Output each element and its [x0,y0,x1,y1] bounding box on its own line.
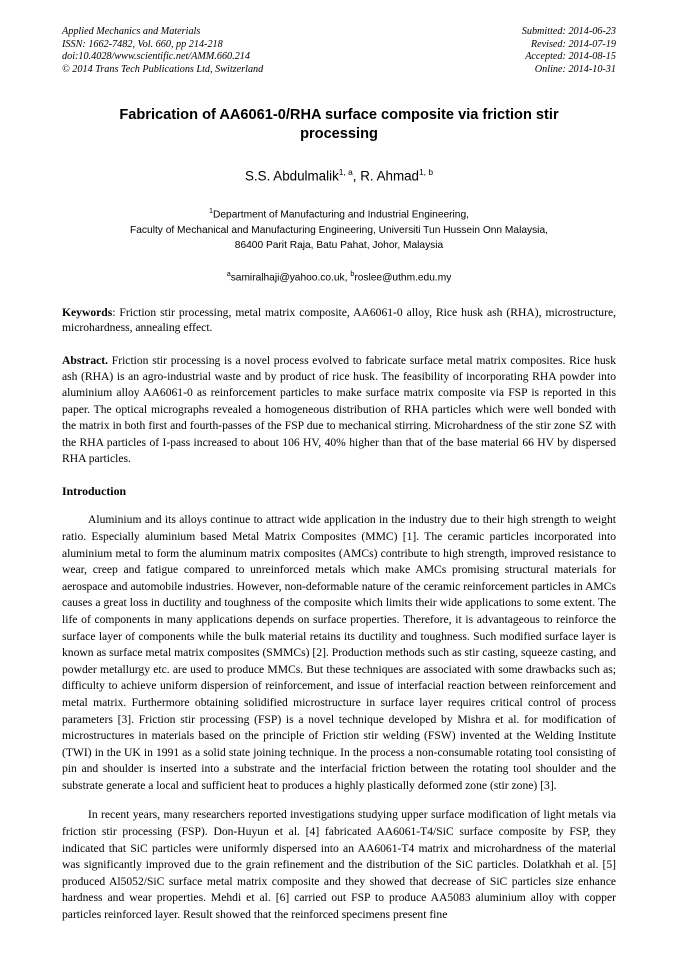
submission-dates [522,26,616,76]
journal-doi: doi:10.4028/www.scientific.net/AMM.660.214 [62,51,250,63]
affiliation-faculty: Faculty of Mechanical and Manufacturing Engineering, Universiti Tun Hussein Onn Malaysia, [130,224,548,236]
intro-paragraph-1: Aluminium and its alloys continue to attract wide application in the industry due to their high strength to weight ratio. Especially aluminium based Metal Matrix Composites (MMC) [1]. The ceramic particles incorporated into aluminium metal to form the aluminum matrix composites (AMCs) contribute to high strength, improved resistance to wear, creep and fatigue compared to unreinforced metals which make AMCs promising structural materials for aerospace and automobile industries. However, non-deformable nature of the ceramic reinforcement particles in AMCs causes a great loss in ductility and toughness of the composite which limits their wide applications to some extent. The life of components in many applications depends on surface properties. Therefore, it is advantageous to reinforce the surface layer of components while the bulk material retains its ductility and toughness. Such modified surface layer is known as surface metal matrix composites (SMMCs) [2]. Production methods such as stir casting, squeeze casting, and powder metallurgy etc. are used to produce MMCs. But these techniques are associated with some drawbacks such as; difficulty to achieve uniform dispersion of reinforcement, and issue of interfacial reaction between reinforcement and metal matrix. Furthermore obtaining solidified microstructure in surface layer requires critical control of process parameters [3]. Friction stir processing (FSP) is a novel technique developed by Mishra et al. for modification of microstructures in materials based on the principle of Friction stir welding (FSW) invented at the Welding Institute (TWI) in the UK in 1991 as a solid state joining technique. In the process a non-consumable rotating tool consisting of pin and shoulder is inserted into a substrate and the interfacial friction between the rotating tool shoulder and the substrate generate a local and sufficient heat to produces a highly plastically deformed zone (stir zone) [3]. [62,513,616,792]
abstract-block [62,353,616,468]
email-address-a[interactable]: samiralhaji@yahoo.co.uk, [230,272,351,284]
author-name-1: S.S. Abdulmalik [244,168,339,184]
affiliation-marker: 1 [209,205,213,215]
affiliation-department: Department of Manufacturing and Industrial Engineering, [213,209,469,221]
affiliation-address: 86400 Parit Raja, Batu Pahat, Johor, Malaysia [234,240,444,252]
journal-info [62,26,263,76]
affiliation-line-1 [62,203,616,223]
author-separator: , [352,168,361,184]
paper-title: Fabrication of AA6061-0/RHA surface composite via friction stir processing [119,107,559,143]
author-2-affiliation-marker: 1, b [419,167,433,178]
page-header [62,26,616,76]
abstract-label: Abstract. [62,353,109,367]
keywords-label: Keywords [62,306,113,320]
affiliation-block [62,203,616,254]
author-emails [62,269,616,283]
keywords-text: : Friction stir processing, metal matrix composite, AA6061-0 alloy, Rice husk ash (RHA), microstructure, microhardness, annealing effect. [62,306,616,335]
date-revised: Revised: 2014-07-19 [530,38,616,50]
intro-paragraph-2: In recent years, many researchers reported investigations studying upper surface modification of light metals via friction stir processing (FSP). Don-Huyun et al. [4] fabricated AA6061-T4/SiC surface composite by FSP, they indicated that SiC particles were uniformly dispersed into an AA6061-T4 matrix and microhardness of the material was significantly improved due to the grain refinement and the distribution of the SiC particles. Dolatkhah et al. [5] produced Al5052/SiC surface metal matrix composite and they showed that decrease of SiC particles size enhance hardness and wear properties. Mehdi et al. [6] carried out FSP to produce AA5083 aluminium alloy with copper particles reinforced layer. Result showed that the reinforced specimens present fine [62,808,616,922]
date-accepted: Accepted: 2014-08-15 [525,51,616,63]
date-online: Online: 2014-10-31 [534,63,616,75]
author-1-affiliation-marker: 1, a [338,167,353,178]
date-submitted: Submitted: 2014-06-23 [521,26,616,37]
email-b-marker: b [350,268,355,278]
journal-copyright: © 2014 Trans Tech Publications Ltd, Switzerland [62,63,264,75]
keywords-block [62,305,616,335]
journal-issn-volume: ISSN: 1662-7482, Vol. 660, pp 214-218 [62,38,223,50]
author-name-2: R. Ahmad [360,168,420,184]
email-a-marker: a [226,268,231,278]
author-list [62,167,616,183]
abstract-text: Friction stir processing is a novel process evolved to fabricate surface metal matrix composites. Rice husk ash (RHA) is an agro-industrial waste and by product of rice husk. The feasibility of incorporating RHA powder into aluminium alloy AA6061-0 as reinforcement particles to make surface matrix composite via FSP is reported in this paper. The optical micrographs revealed a homogeneous distribution of RHA particles which were well bonded with the matrix in both first and fourth-passes of the FSP due to mechanical stirring. Microhardness of the stir zone SZ with the RHA particles of I-pass increased to about 106 HV, 40% higher than that of the base material 66 HV by dispersed RHA particles. [62,353,616,465]
email-address-b[interactable]: roslee@uthm.edu.my [354,272,452,284]
section-heading-introduction: Introduction [62,484,127,499]
journal-name: Applied Mechanics and Materials [62,26,201,37]
